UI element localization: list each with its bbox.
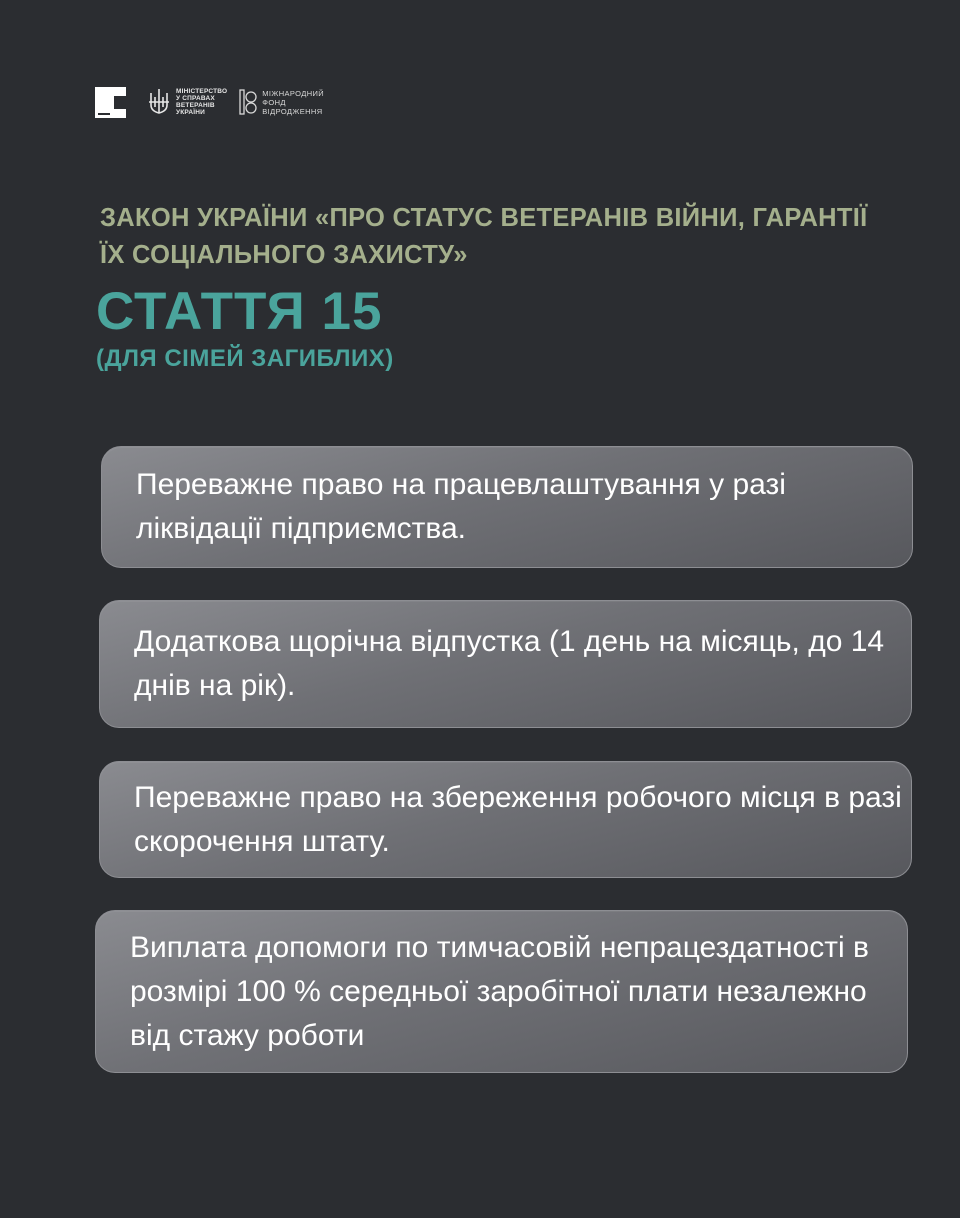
trident-emblem-icon bbox=[146, 87, 172, 117]
benefit-text: Додаткова щорічна відпустка (1 день на місяць, до 14 днів на рік). bbox=[134, 625, 885, 702]
benefit-text: Виплата допомоги по тимчасовій непрацездатності в розмірі 100 % середньої заробітної плати незалежно від стажу роботи bbox=[130, 930, 869, 1052]
benefit-card bbox=[101, 446, 913, 568]
benefit-card bbox=[99, 600, 912, 728]
ministry-line: УКРАЇНИ bbox=[176, 109, 206, 116]
partner-logos bbox=[95, 86, 324, 118]
fund-logo-text bbox=[262, 89, 324, 116]
article-title: СТАТТЯ 15 bbox=[96, 282, 383, 341]
fund-line: МІЖНАРОДНИЙ bbox=[262, 88, 325, 98]
ministry-line: МІНІСТЕРСТВО bbox=[176, 88, 228, 95]
fund-mark-icon bbox=[239, 89, 257, 115]
ministry-line: ВЕТЕРАНІВ bbox=[176, 102, 215, 109]
ministry-line: У СПРАВАХ bbox=[176, 95, 215, 102]
fund-line: ВІДРОДЖЕННЯ bbox=[262, 106, 323, 116]
benefit-text: Переважне право на працевлаштування у разі ліквідації підприємства. bbox=[136, 468, 786, 545]
benefit-text: Переважне право на збереження робочого місця в разі скорочення штату. bbox=[134, 780, 902, 858]
article-subtitle: (ДЛЯ СІМЕЙ ЗАГИБЛИХ) bbox=[96, 345, 394, 372]
ministry-logo-text bbox=[176, 88, 227, 116]
benefit-card bbox=[95, 910, 908, 1073]
fund-line: ФОНД bbox=[262, 97, 286, 107]
veterans-fund-logo bbox=[95, 87, 126, 118]
benefit-card bbox=[99, 761, 912, 878]
law-title: ЗАКОН УКРАЇНИ «ПРО СТАТУС ВЕТЕРАНІВ ВІЙНИ, ГАРАНТІЇ ЇХ СОЦІАЛЬНОГО ЗАХИСТУ» bbox=[100, 204, 868, 269]
